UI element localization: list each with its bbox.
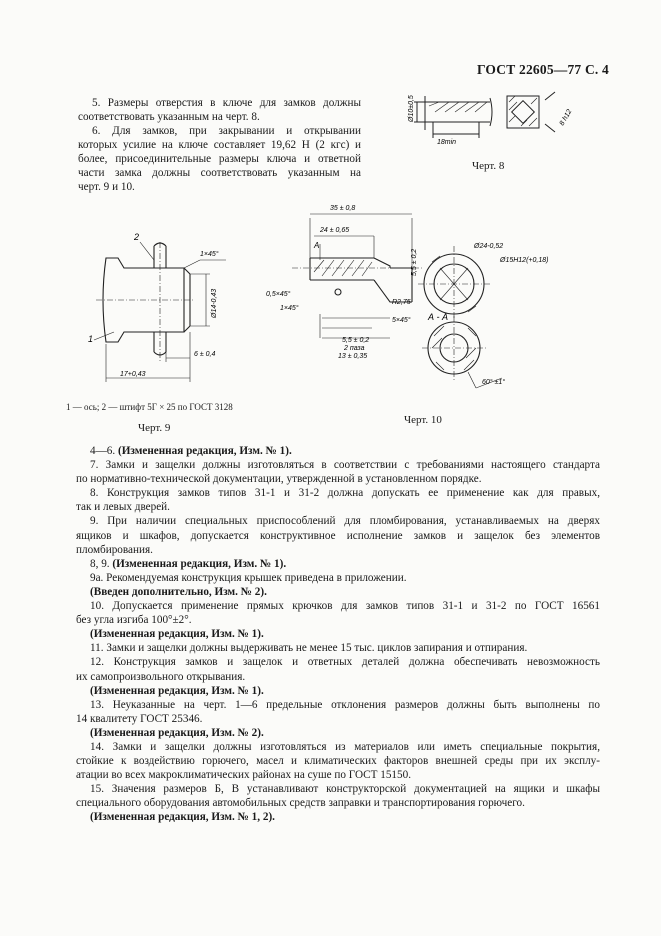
- figure-9-drawing: [84, 222, 244, 392]
- dim-square: 8 h12: [558, 108, 574, 127]
- body-line: без угла изгиба 100°±2°.: [76, 614, 192, 627]
- dim-slot-depth: 13 ± 0,35: [338, 353, 368, 360]
- body-line: 8. Конструкция замков типов 31-1 и 31-2 должна допускать ее применение как для правых,: [90, 487, 600, 500]
- body-line: стойкие к воздействию горючего, масел и климатических факторов внешней среды при их эксплу-: [76, 755, 600, 768]
- callout-pin: 2: [134, 232, 140, 242]
- dim-total-length: 35 ± 0,8: [330, 205, 356, 212]
- body-line: 10. Допускается применение прямых крючков для замков типов 31-1 и 31-2 по ГОСТ 16561: [90, 600, 600, 613]
- body-text: [76, 444, 600, 825]
- page-header: ГОСТ 22605—77 С. 4: [476, 62, 609, 77]
- top-paragraphs: [78, 96, 361, 194]
- dim-chamfer-small: 0,5×45°: [266, 291, 291, 298]
- dim-slots-count: 2 паза: [344, 345, 365, 352]
- body-line: атации во всех макроклиматических районах на суше по ГОСТ 15150.: [76, 769, 412, 782]
- text-line: черт. 9 и 10.: [78, 181, 135, 193]
- text-line: более, присоединительные размеры ключа и ответной: [78, 153, 361, 165]
- dim-length: 17+0,43: [120, 371, 146, 378]
- section-label: А - А: [428, 312, 449, 322]
- dim-radius: R2,75: [392, 299, 411, 306]
- amendment-note: (Измененная редакция, Изм. № 1).: [117, 445, 292, 457]
- dim-shaft-diameter: Ø14-0,43: [211, 288, 218, 318]
- body-line: 12. Конструкция замков и защелок и ответных деталей должна обеспечивать невозможность: [90, 656, 600, 669]
- paragraph-6: [78, 124, 361, 194]
- dim-slot-width-section: 5,5 ± 0,2: [411, 248, 418, 276]
- text-line: соответствовать указанным на черт. 8.: [78, 111, 260, 123]
- body-line: 11. Замки и защелки должны выдерживать не менее 15 тыс. циклов запирания и отпирания.: [90, 642, 528, 655]
- figure-9-legend: 1 — ось; 2 — штифт 5Г × 25 по ГОСТ 3128: [66, 402, 233, 412]
- body-line: (Измененная редакция, Изм. № 1).: [90, 684, 264, 697]
- body-line: по нормативно-технической документации, утвержденной в установленном порядке.: [76, 473, 482, 486]
- body-line: 4—6. (Измененная редакция, Изм. № 1).: [90, 445, 292, 457]
- body-line: 8, 9. (Измененная редакция, Изм. № 1).: [90, 557, 287, 570]
- body-line: 7. Замки и защелки должны изготовляться в соответствии с требованиями настоящего стандарта: [90, 459, 600, 472]
- figure-8-drawing: [405, 88, 615, 148]
- figure-10-caption: Черт. 10: [404, 414, 442, 426]
- text-line: которых усилие на ключе составляет 19,62 Н (2 кгс) и: [78, 139, 361, 151]
- body-line: 9а. Рекомендуемая конструкция крышек приведена в приложении.: [90, 571, 407, 584]
- dim-pin-offset: 6 ± 0,4: [194, 351, 216, 358]
- body-line: 14 квалитету ГОСТ 25346.: [76, 712, 203, 725]
- dim-slot-length: 24 ± 0,65: [320, 227, 350, 234]
- figure-10-drawing: [262, 198, 614, 398]
- body-line: специального оборудования автомобильных средств заправки и транспортирования горючего.: [76, 797, 525, 810]
- text-line: части замка должны соответствовать указанным на: [78, 167, 361, 179]
- body-line: (Измененная редакция, Изм. № 1).: [90, 628, 264, 641]
- body-line: ящиков и шкафов, допускается конструктивное исполнение замков и защелок без элементов: [76, 529, 600, 542]
- dim-chamfer: 1×45°: [200, 251, 219, 258]
- paragraph-5: [78, 96, 361, 124]
- body-line: их самопроизвольного открывания.: [76, 670, 246, 683]
- dim-chamfer-large: 5×45°: [392, 317, 411, 324]
- body-line: так и левых дверей.: [76, 501, 170, 514]
- body-line: 13. Неуказанные на черт. 1—6 предельные отклонения размеров должны быть выполнены по: [90, 698, 600, 711]
- text-line: 6. Для замков, при закрывании и открывании: [92, 125, 361, 137]
- figure-8-caption: Черт. 8: [472, 160, 505, 172]
- dim-bore-diameter: Ø15H12(+0,18): [500, 257, 549, 264]
- text-line: 5. Размеры отверстия в ключе для замков должны: [92, 97, 361, 109]
- dim-chamfer: 1×45°: [280, 305, 299, 312]
- figure-9-caption: Черт. 9: [138, 422, 171, 434]
- dim-angle: 60° ±1°: [482, 379, 506, 386]
- dim-diameter: Ø10±0,5: [408, 95, 415, 122]
- dim-slot-width: 5,5 ± 0,2: [342, 337, 370, 344]
- body-line: 14. Замки и защелки должны изготовляться из материалов или иметь специальные покрытия,: [90, 740, 600, 753]
- dim-min-length: 18min: [437, 139, 457, 146]
- amendment-note: (Измененная редакция, Изм. № 1).: [112, 557, 287, 570]
- body-line: 9. При наличии специальных приспособлений для пломбирования, устанавливаемых на дверях: [90, 515, 600, 528]
- body-line: пломбирования.: [76, 543, 153, 556]
- callout-axis: 1: [88, 334, 94, 344]
- dim-outer-diameter: Ø24-0,52: [474, 243, 504, 250]
- body-line: (Измененная редакция, Изм. № 2).: [90, 726, 264, 739]
- body-line: (Введен дополнительно, Изм. № 2).: [90, 585, 267, 598]
- section-mark-top: A: [314, 241, 320, 250]
- body-line: 15. Значения размеров Б, В устанавливают конструкторской документацией на ящики и шкафы: [90, 783, 600, 796]
- body-line: (Измененная редакция, Изм. № 1, 2).: [90, 811, 275, 824]
